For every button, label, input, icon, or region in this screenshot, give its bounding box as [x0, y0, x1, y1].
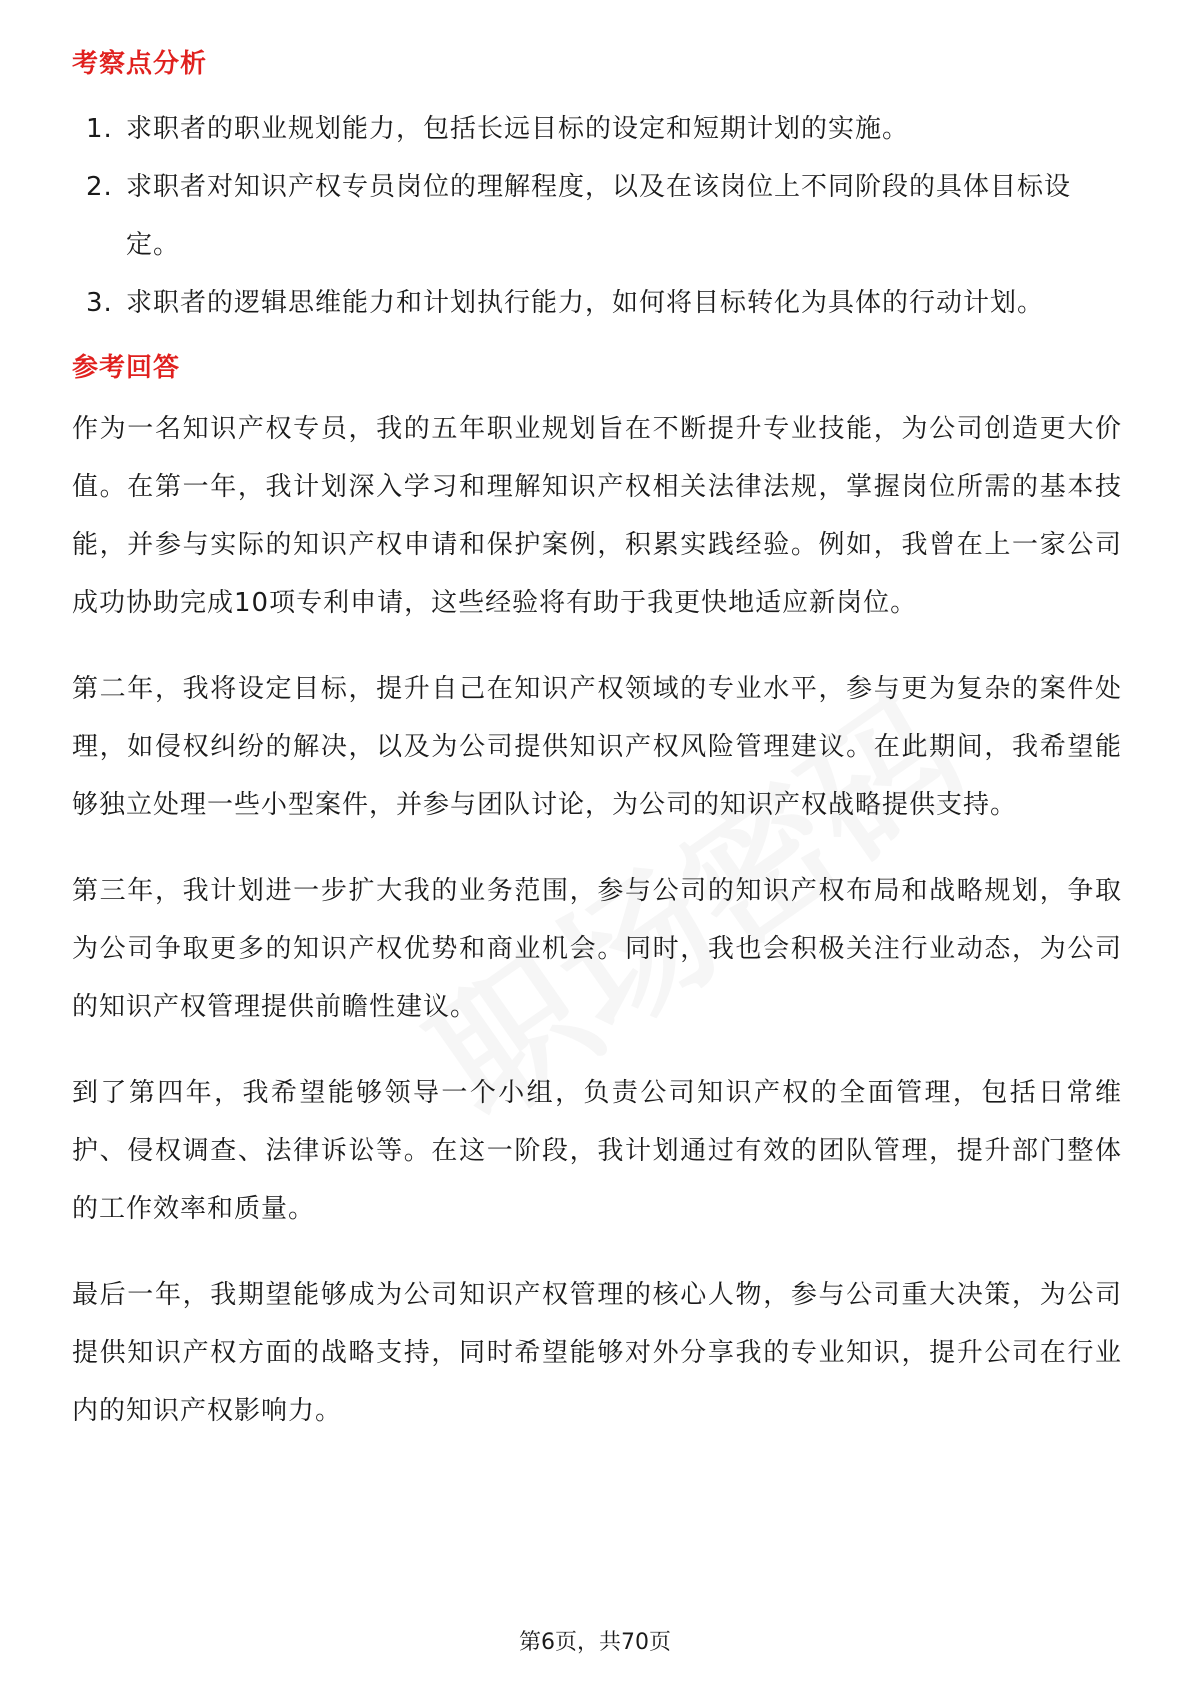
- analysis-heading: 考察点分析: [72, 49, 208, 79]
- list-item: [72, 100, 1122, 158]
- list-item-text: 求职者的逻辑思维能力和计划执行能力，如何将目标转化为具体的行动计划。: [126, 288, 1045, 318]
- page-number: 第6页，共70页: [519, 1630, 671, 1655]
- answer-paragraph: 最后一年，我期望能够成为公司知识产权管理的核心人物，参与公司重大决策，为公司提供知识产权方面的战略支持，同时希望能够对外分享我的专业知识，提升公司在行业内的知识产权影响力。: [72, 1280, 1122, 1426]
- list-item-number: 2.: [86, 172, 113, 202]
- answer-heading: 参考回答: [72, 353, 181, 383]
- page-content: [72, 44, 1122, 1440]
- answer-paragraph: 作为一名知识产权专员，我的五年职业规划旨在不断提升专业技能，为公司创造更大价值。在第一年，我计划深入学习和理解知识产权相关法律法规，掌握岗位所需的基本技能，并参与实际的知识产权申请和保护案例，积累实践经验。例如，我曾在上一家公司成功协助完成10项专利申请，这些经验将有助于我更快地适应新岗位。: [72, 414, 1122, 618]
- list-item-number: 1.: [86, 114, 113, 144]
- list-item: [72, 274, 1122, 332]
- list-item: [72, 158, 1122, 274]
- list-item-number: 3.: [86, 288, 113, 318]
- list-item-text: 求职者的职业规划能力，包括长远目标的设定和短期计划的实施。: [126, 114, 910, 144]
- analysis-list: [72, 100, 1122, 332]
- answer-paragraph: 第二年，我将设定目标，提升自己在知识产权领域的专业水平，参与更为复杂的案件处理，如侵权纠纷的解决，以及为公司提供知识产权风险管理建议。在此期间，我希望能够独立处理一些小型案件，并参与团队讨论，为公司的知识产权战略提供支持。: [72, 674, 1122, 820]
- answer-paragraph: 第三年，我计划进一步扩大我的业务范围，参与公司的知识产权布局和战略规划，争取为公司争取更多的知识产权优势和商业机会。同时，我也会积极关注行业动态，为公司的知识产权管理提供前瞻性建议。: [72, 876, 1122, 1022]
- list-item-text: 求职者对知识产权专员岗位的理解程度，以及在该岗位上不同阶段的具体目标设定。: [126, 172, 1072, 260]
- answer-paragraph: 到了第四年，我希望能够领导一个小组，负责公司知识产权的全面管理，包括日常维护、侵权调查、法律诉讼等。在这一阶段，我计划通过有效的团队管理，提升部门整体的工作效率和质量。: [72, 1078, 1122, 1224]
